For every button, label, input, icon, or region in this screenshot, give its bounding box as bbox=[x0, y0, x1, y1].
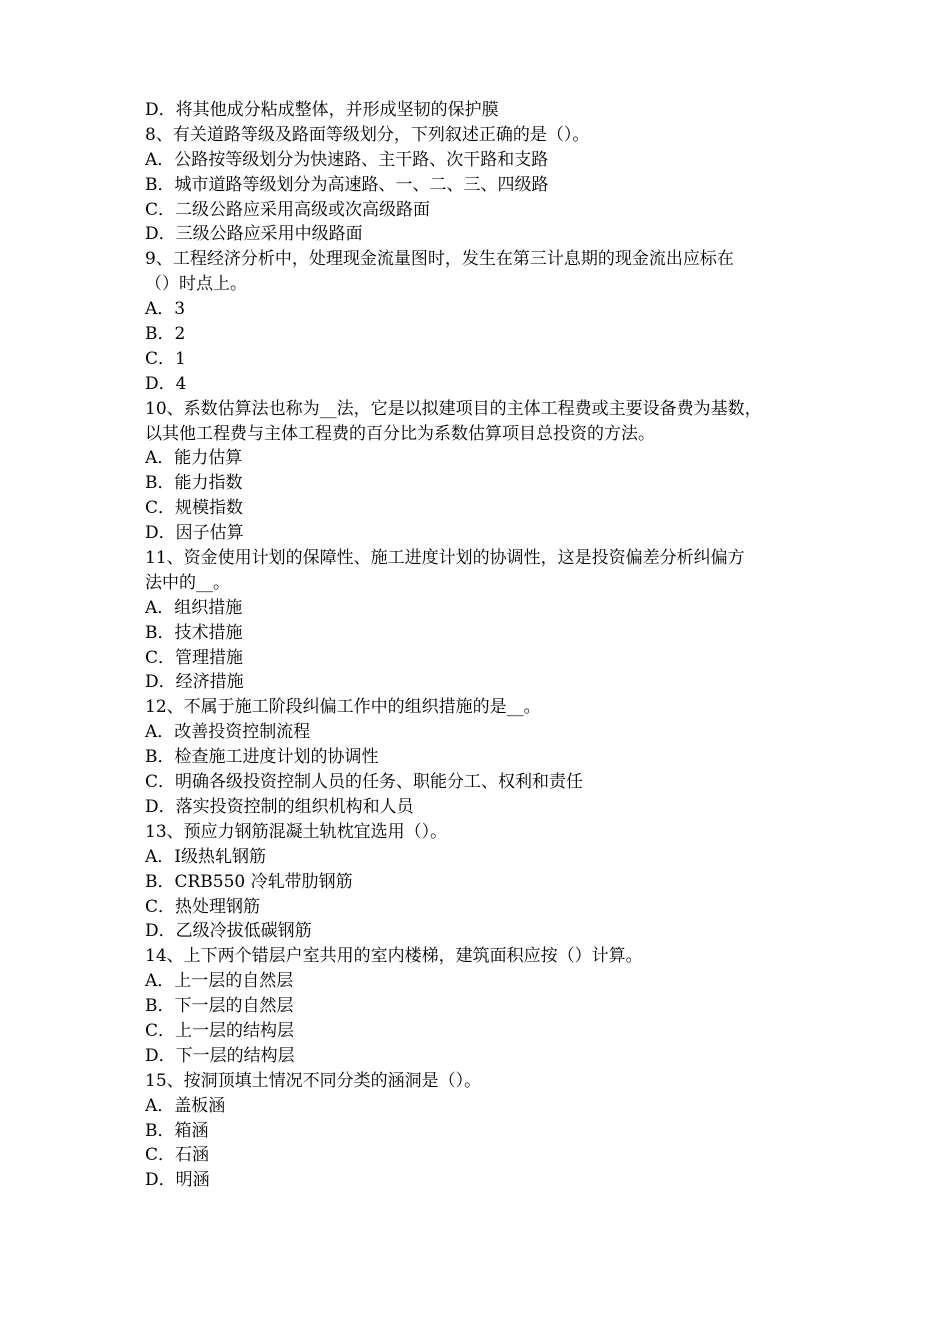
question-line: 10、系数估算法也称为__法，它是以拟建项目的主体工程费或主要设备费为基数， bbox=[145, 398, 762, 419]
option-line: C．规模指数 bbox=[145, 498, 244, 519]
question-line: 11、资金使用计划的保障性、施工进度计划的协调性，这是投资偏差分析纠偏方 bbox=[145, 548, 745, 569]
option-line: A．上一层的自然层 bbox=[145, 971, 294, 992]
option-line: B．能力指数 bbox=[145, 473, 243, 494]
option-line: A．盖板涵 bbox=[145, 1095, 226, 1116]
option-line: D．因子估算 bbox=[145, 523, 244, 544]
option-line: A．能力估算 bbox=[145, 448, 243, 469]
option-line: C．上一层的结构层 bbox=[145, 1020, 295, 1041]
option-line: A．Ⅰ级热轧钢筋 bbox=[145, 846, 266, 867]
question-line: 8、有关道路等级及路面等级划分，下列叙述正确的是（）。 bbox=[145, 124, 590, 145]
option-line: D．下一层的结构层 bbox=[145, 1045, 295, 1066]
option-line: C．1 bbox=[145, 348, 186, 369]
question-line: 以其他工程费与主体工程费的百分比为系数估算项目总投资的方法。 bbox=[145, 423, 655, 444]
document-body bbox=[145, 98, 815, 1193]
question-line: 14、上下两个错层户室共用的室内楼梯，建筑面积应按（）计算。 bbox=[145, 946, 643, 967]
option-line: B．2 bbox=[145, 324, 186, 345]
option-line: C．石涵 bbox=[145, 1145, 210, 1166]
option-line: D．将其他成分粘成整体，并形成坚韧的保护膜 bbox=[145, 100, 499, 120]
question-line: 15、按洞顶填土情况不同分类的涵洞是（）。 bbox=[145, 1070, 482, 1091]
question-line: 9、工程经济分析中，处理现金流量图时，发生在第三计息期的现金流出应标在 bbox=[145, 249, 734, 270]
option-line: C．二级公路应采用高级或次高级路面 bbox=[145, 199, 431, 220]
option-line: B．技术措施 bbox=[145, 622, 243, 643]
option-line: C．管理措施 bbox=[145, 647, 244, 668]
option-line: D．落实投资控制的组织机构和人员 bbox=[145, 796, 414, 817]
option-line: A．3 bbox=[145, 299, 186, 320]
option-line: D．三级公路应采用中级路面 bbox=[145, 224, 363, 245]
option-line: D．4 bbox=[145, 373, 187, 394]
question-line: 法中的__。 bbox=[145, 572, 230, 593]
question-line: （）时点上。 bbox=[145, 274, 247, 295]
question-line: 12、不属于施工阶段纠偏工作中的组织措施的是__。 bbox=[145, 697, 541, 718]
option-line: A．组织措施 bbox=[145, 597, 243, 618]
question-line: 13、预应力钢筋混凝土轨枕宜选用（）。 bbox=[145, 821, 448, 842]
option-line: B．CRB550 冷轧带肋钢筋 bbox=[145, 871, 353, 892]
option-line: C．热处理钢筋 bbox=[145, 896, 261, 917]
option-line: B．下一层的自然层 bbox=[145, 996, 294, 1017]
option-line: B．箱涵 bbox=[145, 1120, 209, 1141]
option-line: B．城市道路等级划分为高速路、一、二、三、四级路 bbox=[145, 174, 549, 195]
option-line: B．检查施工进度计划的协调性 bbox=[145, 747, 379, 768]
option-line: D．明涵 bbox=[145, 1170, 210, 1191]
option-line: A．改善投资控制流程 bbox=[145, 722, 311, 743]
option-line: D．乙级冷拔低碳钢筋 bbox=[145, 921, 312, 942]
option-line: D．经济措施 bbox=[145, 672, 244, 693]
option-line: A．公路按等级划分为快速路、主干路、次干路和支路 bbox=[145, 149, 549, 170]
option-line: C．明确各级投资控制人员的任务、职能分工、权利和责任 bbox=[145, 772, 584, 793]
